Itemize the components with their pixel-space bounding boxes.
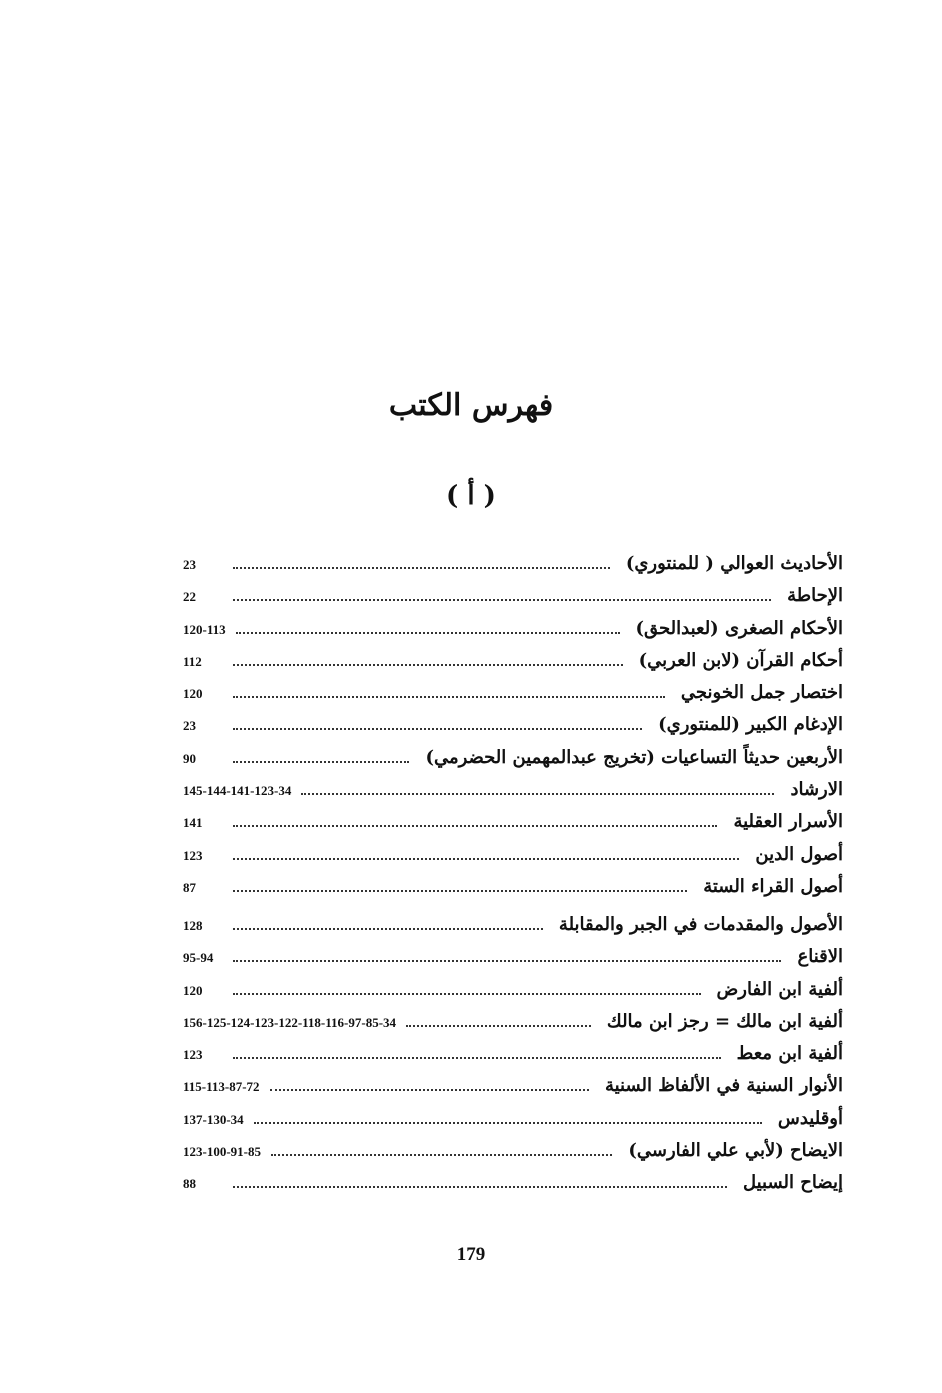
index-entry	[183, 747, 843, 779]
entry-title: الارشاد	[790, 779, 843, 801]
dot-leader	[233, 664, 623, 666]
index-entry	[183, 811, 843, 843]
entry-pages: 123-100-91-85	[183, 1144, 261, 1160]
entry-title: اختصار جمل الخونجي	[680, 682, 843, 704]
entry-title: الأحكام الصغرى (لعبدالحق)	[635, 617, 843, 639]
index-entry	[183, 1172, 843, 1204]
entry-pages: 23	[183, 557, 196, 572]
index-entry	[183, 914, 843, 946]
entry-pages: 137-130-34	[183, 1111, 244, 1127]
entry-title: الإدغام الكبير (للمنتوري)	[658, 714, 843, 736]
index-entry	[183, 779, 843, 811]
entry-pages: 23	[183, 718, 196, 734]
entry-pages: 156-125-124-123-122-118-116-97-85-34	[183, 1014, 397, 1030]
dot-leader	[233, 1186, 727, 1188]
dot-leader	[233, 858, 739, 860]
dot-leader	[233, 761, 409, 763]
index-entry	[183, 650, 843, 682]
entry-pages: 87	[183, 879, 196, 895]
dot-leader	[233, 890, 687, 892]
page-title: فهرس الكتب	[388, 388, 554, 423]
entry-pages: 95-94	[183, 950, 214, 966]
entry-title: الاقناع	[797, 946, 843, 968]
entry-title: إيضاح السبيل	[742, 1172, 843, 1194]
index-entry	[183, 553, 843, 585]
index-entry	[183, 1108, 843, 1140]
dot-leader	[233, 960, 781, 962]
dot-leader	[233, 567, 610, 569]
index-entry	[183, 1140, 843, 1172]
entry-pages: 141	[183, 815, 203, 831]
index-entry	[183, 714, 843, 746]
dot-leader	[233, 728, 642, 730]
entry-pages: 145-144-141-123-34	[183, 783, 292, 799]
entry-pages: 112	[183, 653, 202, 669]
dot-leader	[233, 1057, 721, 1059]
entry-pages: 90	[183, 750, 196, 766]
entry-pages: 120-113	[183, 621, 226, 637]
index-entry	[183, 585, 843, 617]
entry-title: أصول القراء الستة	[703, 875, 843, 897]
index-entry	[183, 618, 843, 650]
entry-title: الأسرار العقلية	[733, 811, 843, 833]
index-entry	[183, 844, 843, 876]
dot-leader	[301, 793, 774, 795]
entry-title: الأنوار السنية في الألفاظ السنية	[604, 1075, 843, 1097]
dot-leader	[236, 632, 620, 634]
entry-title: ألفية ابن مالك = رجز ابن مالك	[606, 1010, 843, 1032]
entry-title: أحكام القرآن (لابن العربي)	[638, 649, 843, 671]
entry-title: الأربعين حديثاً التساعيات (تخريج عبدالمهمين الحضرمي)	[425, 746, 843, 768]
index-entry	[183, 1043, 843, 1075]
entry-title: الإحاطة	[787, 585, 843, 607]
entry-title: الايضاح (لأبي علي الفارسي)	[628, 1140, 843, 1162]
dot-leader	[233, 993, 701, 995]
dot-leader	[254, 1122, 762, 1124]
entry-pages: 123	[183, 1047, 203, 1063]
entry-title: ألفية ابن معط	[736, 1043, 843, 1065]
dot-leader	[233, 696, 665, 698]
index-entry	[183, 682, 843, 714]
index-entry	[183, 946, 843, 978]
entry-title: الأصول والمقدمات في الجبر والمقابلة	[558, 913, 843, 935]
entry-title: أوقليدس	[777, 1107, 843, 1129]
entry-title: أصول الدين	[755, 843, 843, 865]
entry-pages: 120	[183, 686, 203, 702]
index-entry	[183, 1075, 843, 1107]
index-entry	[183, 1011, 843, 1043]
dot-leader	[233, 928, 543, 930]
index-entry	[183, 979, 843, 1011]
entry-pages: 128	[183, 917, 203, 933]
dot-leader	[270, 1089, 589, 1091]
entry-pages: 88	[183, 1176, 196, 1192]
page-number: 179	[456, 1244, 486, 1265]
section-letter-heading: ( أ )	[446, 481, 496, 511]
entry-pages: 123	[183, 847, 203, 863]
index-entry	[183, 876, 843, 914]
dot-leader	[233, 599, 771, 601]
entry-title: الأحاديث العوالي ( للمنتوري)	[625, 553, 843, 574]
index-entry-list	[183, 553, 843, 1205]
entry-pages: 115-113-87-72	[183, 1079, 260, 1095]
entry-pages: 120	[183, 982, 203, 998]
dot-leader	[233, 825, 717, 827]
dot-leader	[406, 1025, 591, 1027]
entry-title: ألفية ابن الفارض	[716, 978, 843, 1000]
dot-leader	[271, 1154, 612, 1156]
entry-pages: 22	[183, 589, 196, 605]
